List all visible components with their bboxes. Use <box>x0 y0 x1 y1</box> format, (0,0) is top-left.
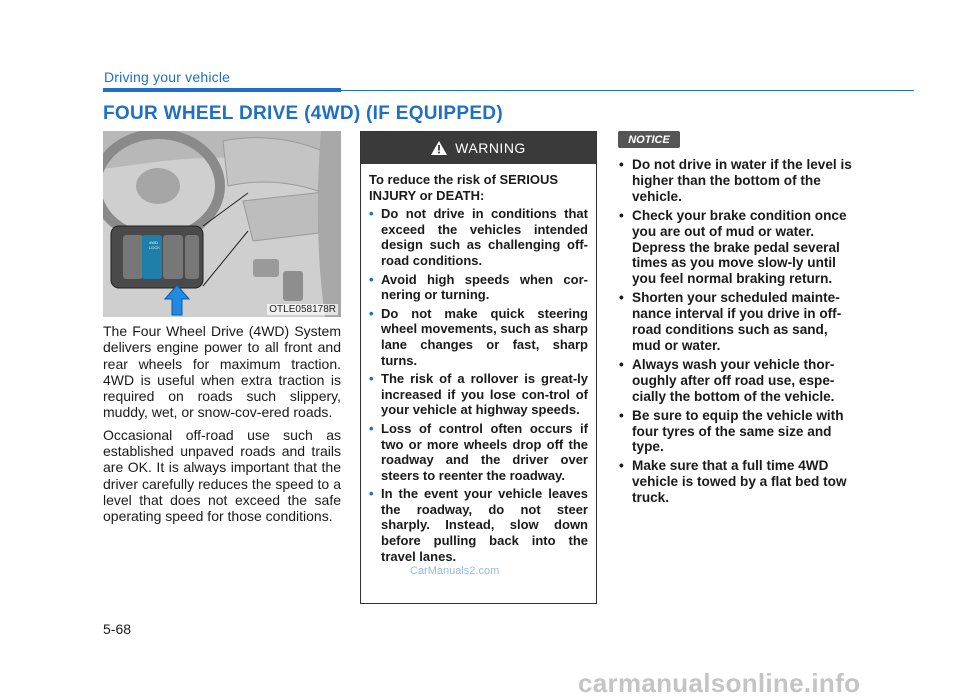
figure-code: OTLE058178R <box>269 304 336 315</box>
warning-intro: To reduce the risk of SERIOUS INJURY or DEATH: <box>369 172 559 203</box>
body-paragraph: The Four Wheel Drive (4WD) System delivers engine power to all front and rear wheels for maximum traction. 4WD is useful when extra traction is required on roads such slippery, muddy, wet, or snow-cov-ered roads. <box>103 323 341 421</box>
page-number: 5-68 <box>103 621 132 637</box>
notice-item: • Check your brake condition once you are out of mud or water. Depress the brake pedal several times as you move slow-ly until you feel normal braking return. <box>617 208 857 288</box>
warning-list <box>369 206 588 564</box>
notice-item: • Do not drive in water if the level is higher than the bottom of the vehicle. <box>617 157 857 205</box>
site-watermark: carmanualsonline.info <box>578 668 861 698</box>
warning-item: • The risk of a rollover is great-ly increased if you lose con-trol of your vehicle at highway speeds. <box>369 371 588 418</box>
4wd-lock-button-label: 4WD LOCK <box>149 240 160 250</box>
notice-list <box>617 157 857 509</box>
warning-item: • Do not drive in conditions that exceed the vehicles intended design such as challenging off-road conditions. <box>369 206 588 268</box>
notice-item: • Make sure that a full time 4WD vehicle is towed by a flat bed tow truck. <box>617 458 857 506</box>
header-rule-line <box>341 90 914 91</box>
page-title: FOUR WHEEL DRIVE (4WD) (IF EQUIPPED) <box>103 103 503 124</box>
notice-badge: NOTICE <box>618 131 680 148</box>
dashboard-illustration <box>103 131 341 317</box>
notice-item: • Always wash your vehicle thor-oughly after off road use, espe-cially the bottom of the vehicle. <box>617 357 857 405</box>
inline-watermark: CarManuals2.com <box>410 565 500 577</box>
warning-header <box>361 132 596 164</box>
warning-item: • In the event your vehicle leaves the roadway, do not steer sharply. Instead, slow down before pulling back into the travel lanes. <box>369 486 588 564</box>
header-rule <box>103 88 341 92</box>
section-label: Driving your vehicle <box>104 69 231 85</box>
warning-label: WARNING <box>455 140 526 156</box>
body-paragraph: Occasional off-road use such as established unpaved roads and trails are OK. It is always important that the driver carefully reduces the speed to a level that does not exceed the safe operating speed for those conditions. <box>103 426 341 525</box>
warning-body <box>361 164 596 564</box>
notice-item: • Shorten your scheduled mainte-nance interval if you drive in off-road conditions such as sand, mud or water. <box>617 290 857 354</box>
warning-item: • Loss of control often occurs if two or more wheels drop off the roadway and the driver over steers to reenter the roadway. <box>369 421 588 483</box>
warning-triangle-icon <box>431 141 447 155</box>
dashboard-drawing <box>103 131 341 317</box>
warning-box <box>360 131 597 604</box>
warning-item: • Avoid high speeds when cor-nering or turning. <box>369 272 588 303</box>
notice-item: • Be sure to equip the vehicle with four tyres of the same size and type. <box>617 408 857 456</box>
body-text <box>103 323 341 531</box>
warning-item: • Do not make quick steering wheel movements, such as sharp lane changes or fast, sharp turns. <box>369 306 588 368</box>
